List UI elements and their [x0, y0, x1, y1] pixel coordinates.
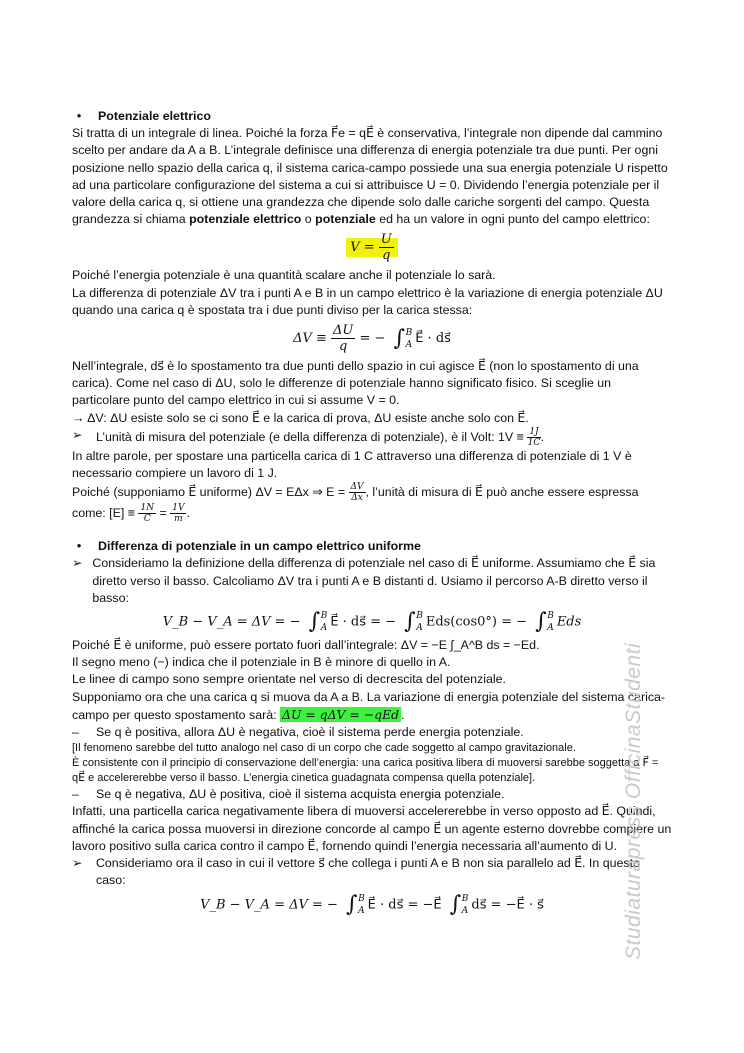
- note: [Il fenomeno sarebbe del tutto analogo nel caso di un corpo che cade soggetto al campo gravitazionale.: [72, 742, 576, 755]
- paragraph: Il segno meno (−) indica che il potenziale in B è minore di quello in A.: [72, 655, 451, 670]
- equation-non-parallel: V_B − V_A = ΔV = − ∫ B A E⃗ · ds⃗ = −E⃗ ∫ B A ds⃗ = −E⃗ · s⃗: [200, 891, 544, 917]
- paragraph: → ΔV: ΔU esiste solo se ci sono E⃗ e la carica di prova, ΔU esiste anche solo con E⃗.: [72, 410, 529, 425]
- arrow-bullet-icon: ➢: [72, 856, 83, 871]
- arrow-bullet-line: ➢ Consideriamo ora il caso in cui il vettore s⃗ che collega i punti A e B non sia parallelo ad E⃗. In questo caso:: [72, 855, 672, 889]
- watermark: Studiaturapress OfficinaStudenti: [622, 642, 645, 960]
- paragraph: La differenza di potenziale ΔV tra i punti A e B in un campo elettrico è la variazione di energia potenziale ΔU quando una carica q è spostata tra i due punti diviso per la carica stessa:: [72, 285, 663, 317]
- paragraph: Poiché l’energia potenziale è una quantità scalare anche il potenziale lo sarà.: [72, 268, 496, 283]
- bullet-icon: •: [76, 539, 82, 554]
- paragraph: In altre parole, per spostare una particella carica di 1 C attraverso una differenza di potenziale di 1 V è necessario compiere un lavoro di 1 J.: [72, 448, 632, 481]
- equation-potential: V = $\frac{U}{q}$: [72, 232, 672, 263]
- section-heading-potenziale: • Potenziale elettrico: [72, 108, 672, 125]
- arrow-bullet-icon: ➢: [72, 556, 83, 571]
- note: È consistente con il principio di conservazione dell’energia: una carica positiva libera di muoversi sarebbe soggetta a F⃗ = qE⃗ e accelererebbe verso il basso. L’energia cinetica guadagnata compensa quella potenziale].: [72, 757, 659, 785]
- paragraph: Nell’integrale, ds⃗ è lo spostamento tra due punti dello spazio in cui agisce E⃗ (non lo spostamento di una carica). Come nel caso di ΔU, solo le differenze di potenziale hanno significato fisico. Si sceglie un particolare punto del campo elettrico in cui si assume V = 0.: [72, 359, 639, 408]
- dash-bullet-line: – Se q è negativa, ΔU è positiva, cioè il sistema acquista energia potenziale.: [72, 787, 505, 802]
- arrow-bullet-line: ➢ L’unità di misura del potenziale (e della differenza di potenziale), è il Volt: 1V ≡ $\frac{1J}{1C}$ .: [72, 426, 545, 448]
- paragraph: Supponiamo ora che una carica q si muova da A a B. La variazione di energia potenziale del sistema carica-campo per questo spostamento sarà: ΔU = qΔV = −qEd .: [72, 689, 666, 722]
- equation-potential-difference: ΔV ≡ $\frac{\Delta U}{q}$ = − ∫ B A E⃗ · ds⃗: [293, 323, 451, 355]
- bullet-icon: •: [76, 109, 82, 123]
- arrow-bullet-line: ➢ Consideriamo la definizione della differenza di potenziale nel caso di E⃗ uniforme. Assumiamo che E⃗ sia diretto verso il basso. Calcoliamo ΔV tra i punti A e B distanti d. Usiamo il percorso A-B diretto verso il basso:: [72, 555, 672, 607]
- arrow-bullet-icon: ➢: [72, 427, 83, 442]
- dash-bullet-line: – Se q è positiva, allora ΔU è negativa, cioè il sistema perde energia potenziale.: [72, 725, 524, 740]
- paragraph: Poiché (supponiamo E⃗ uniforme) ΔV = EΔx ⇒ E = $\frac{\Delta V}{\Delta x}$ , l’unità di misura di E⃗ può anche essere espressa come: [E] ≡ $\frac{1N}{C}$ = $\frac{1V}{m}$ .: [72, 482, 639, 525]
- paragraph: Poiché E⃗ è uniforme, può essere portato fuori dall’integrale: ΔV = −E ∫_A^B ds = −Ed.: [72, 638, 540, 653]
- paragraph: Le linee di campo sono sempre orientate nel verso di decrescita del potenziale.: [72, 672, 506, 687]
- integral-sign: ∫ B A: [393, 325, 413, 351]
- equation-uniform: V_B − V_A = ΔV = − ∫ B A E⃗ · ds⃗ = − ∫ B A Eds(cos0°) = − ∫ B A Eds: [162, 609, 582, 635]
- paragraph: Si tratta di un integrale di linea. Poiché la forza F⃗e = qE⃗ è conservativa, l’integrale non dipende dal cammino scelto per andare da A a B. L’integrale definisce una differenza di energia potenziale tra due punti. Per ogni posizione nello spazio della carica q, il sistema carica-campo possiede una sua energia potenziale U rispetto ad una particolare configurazione del sistema a cui si attribuisce U = 0. Dividendo l’energia potenziale per il valore della carica q, si ottiene una grandezza che dipende solo dalle cariche sorgenti del campo. Questa grandezza si chiama potenziale elettrico o potenziale ed ha un valore in ogni punto del campo elettrico:: [72, 126, 668, 227]
- document-page: [72, 108, 672, 920]
- highlighted-formula: ΔU = qΔV = −qEd: [282, 706, 400, 722]
- section-heading-uniform-field: • Differenza di potenziale in un campo elettrico uniforme: [72, 538, 672, 555]
- paragraph: Infatti, una particella carica negativamente libera di muoversi accelererebbe in verso opposto ad E⃗. Quindi, affinché la carica possa muoversi in direzione concorde al campo E⃗ un agente esterno dovrebbe compiere un lavoro positivo sulla carica contro il campo E⃗, fornendo quindi l’energia necessaria all’aumento di U.: [72, 804, 672, 853]
